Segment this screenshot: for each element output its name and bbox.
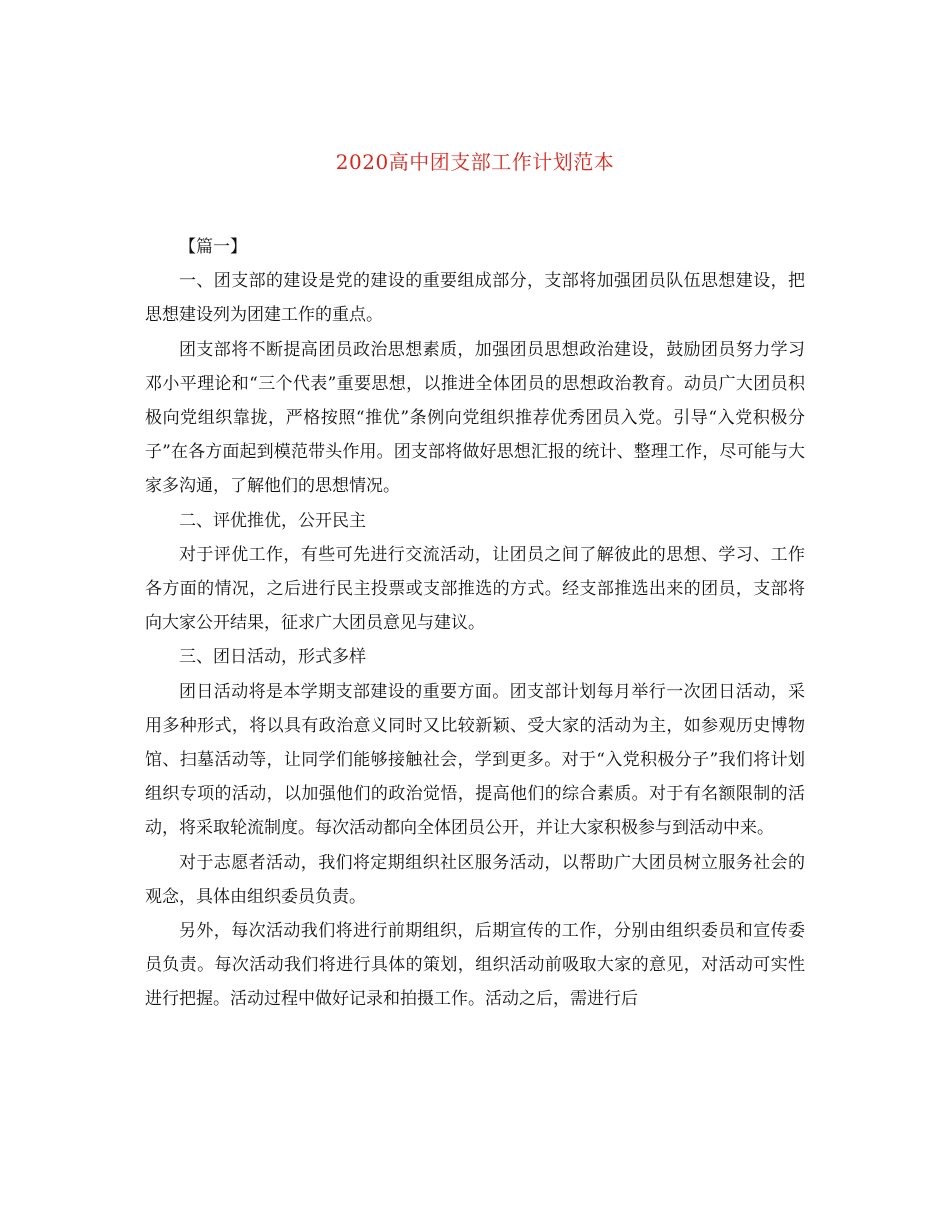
document-body bbox=[145, 230, 805, 1017]
section-heading: 三、团日活动，形式多样 bbox=[179, 647, 366, 668]
section-label: 【篇一】 bbox=[179, 237, 247, 257]
paragraph: 另外，每次活动我们将进行前期组织，后期宣传的工作，分别由组织委员和宣传委员负责。每次活动我们将进行具体的策划，组织活动前吸取大家的意见，对活动可实性进行把握。活动过程中做好记录和拍摄工作。活动之后，需进行后 bbox=[145, 921, 805, 1010]
document-title: 2020高中团支部工作计划范本 bbox=[335, 150, 615, 174]
paragraph: 一、团支部的建设是党的建设的重要组成部分，支部将加强团员队伍思想建设，把思想建设列为团建工作的重点。 bbox=[145, 271, 805, 326]
paragraph: 团支部将不断提高团员政治思想素质，加强团员思想政治建设，鼓励团员努力学习邓小平理论和“三个代表”重要思想，以推进全体团员的思想政治教育。动员广大团员积极向党组织靠拢，严格按照“推优”条例向党组织推荐优秀团员入党。引导“入党积极分子”在各方面起到模范带头作用。团支部将做好思想汇报的统计、整理工作，尽可能与大家多沟通，了解他们的思想情况。 bbox=[145, 339, 805, 497]
paragraph: 对于志愿者活动，我们将定期组织社区服务活动，以帮助广大团员树立服务社会的观念，具体由组织委员负责。 bbox=[145, 852, 805, 907]
paragraph: 对于评优工作，有些可先进行交流活动，让团员之间了解彼此的思想、学习、工作各方面的情况，之后进行民主投票或支部推选的方式。经支部推选出来的团员，支部将向大家公开结果，征求广大团员意见与建议。 bbox=[145, 544, 805, 634]
paragraph: 团日活动将是本学期支部建设的重要方面。团支部计划每月举行一次团日活动，采用多种形式，将以具有政治意义同时又比较新颖、受大家的活动为主，如参观历史博物馆、扫墓活动等，让同学们能够接触社会，学到更多。对于“入党积极分子”我们将计划组织专项的活动，以加强他们的政治觉悟，提高他们的综合素质。对于有名额限制的活动，将采取轮流制度。每次活动都向全体团员公开，并让大家积极参与到活动中来。 bbox=[145, 681, 805, 839]
section-heading: 二、评优推优，公开民主 bbox=[179, 510, 366, 531]
